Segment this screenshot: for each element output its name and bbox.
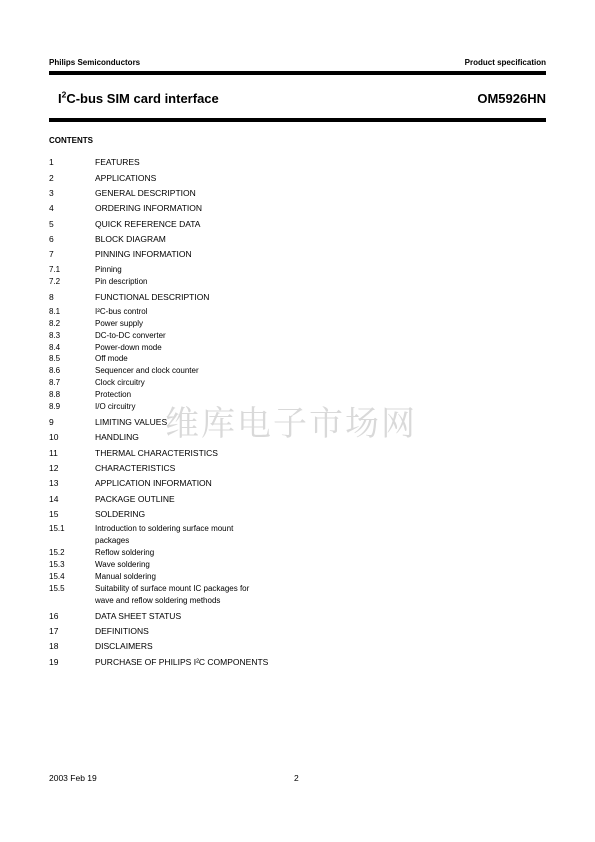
toc-item-number: 15.3 [49,560,65,569]
toc-item-title: FUNCTIONAL DESCRIPTION [95,292,210,302]
toc-item-title: I/O circuitry [95,402,136,411]
toc-item-title: Sequencer and clock counter [95,366,199,375]
toc-item-number: 17 [49,626,59,636]
toc-item-title: BLOCK DIAGRAM [95,234,166,244]
toc-item-title-continued: packages [95,536,130,545]
toc-item-title: DISCLAIMERS [95,641,153,651]
toc-item-number: 12 [49,463,59,473]
toc-item-number: 8.7 [49,378,61,387]
toc-item-number: 8.3 [49,331,61,340]
toc-item-title: Power supply [95,319,144,328]
toc-item-title: DC-to-DC converter [95,331,166,340]
toc-item-title: I²C-bus control [95,307,148,316]
toc-item-title: Introduction to soldering surface mount [95,524,234,533]
toc-item-title: THERMAL CHARACTERISTICS [95,448,218,458]
toc-item-title: SOLDERING [95,509,146,519]
toc-item-title: Manual soldering [95,572,156,581]
toc-item-title: PURCHASE OF PHILIPS I²C COMPONENTS [95,657,269,667]
footer-date: 2003 Feb 19 [49,773,97,783]
toc-item-number: 15.1 [49,524,65,533]
toc-item-number: 14 [49,494,59,504]
toc-item-number: 5 [49,219,54,229]
toc-item-title: Wave soldering [95,560,150,569]
toc-item-number: 8.2 [49,319,61,328]
header-rule-top [49,71,546,75]
toc-item-title: Suitability of surface mount IC packages for [95,584,250,593]
title-prefix: I [58,91,62,106]
toc-item-number: 7.1 [49,265,61,274]
toc-item-title: FEATURES [95,157,140,167]
toc-item-title-continued: wave and reflow soldering methods [95,596,221,605]
toc-item-title: Off mode [95,354,128,363]
part-number: OM5926HN [477,91,546,106]
toc-item-number: 13 [49,478,59,488]
toc-item-title: Pin description [95,277,148,286]
toc-item-number: 10 [49,432,59,442]
toc-item-number: 2 [49,173,54,183]
toc-item-number: 19 [49,657,59,667]
toc-item-title: APPLICATIONS [95,173,157,183]
toc-item-number: 7.2 [49,277,61,286]
toc-item-title: Pinning [95,265,122,274]
toc-item-number: 4 [49,203,54,213]
title-superscript: 2 [61,89,67,100]
company-name: Philips Semiconductors [49,58,141,67]
document-title [58,91,219,106]
toc-item-title: Power-down mode [95,343,162,352]
toc-item-number: 16 [49,611,59,621]
toc-item-number: 8.1 [49,307,61,316]
toc-item-number: 8 [49,292,54,302]
toc-item-number: 3 [49,188,54,198]
toc-item-number: 11 [49,448,58,458]
contents-heading: CONTENTS [49,136,93,145]
toc-item-title: PINNING INFORMATION [95,249,192,259]
toc-item-number: 1 [49,157,54,167]
header-rule-bottom [49,118,546,122]
toc-item-number: 15.5 [49,584,65,593]
toc-item-title: DEFINITIONS [95,626,149,636]
toc-item-number: 15.4 [49,572,65,581]
toc-item-number: 7 [49,249,54,259]
toc-item-title: Reflow soldering [95,548,155,557]
toc-item-title: GENERAL DESCRIPTION [95,188,196,198]
document-type: Product specification [464,58,546,67]
toc-item-title: APPLICATION INFORMATION [95,478,212,488]
toc-item-title: HANDLING [95,432,139,442]
toc-item-title: CHARACTERISTICS [95,463,176,473]
toc-item-number: 8.6 [49,366,61,375]
toc-item-title: DATA SHEET STATUS [95,611,182,621]
toc-item-number: 8.4 [49,343,61,352]
title-main: C-bus SIM card interface [66,91,219,106]
toc-item-title: PACKAGE OUTLINE [95,494,175,504]
toc-item-number: 8.8 [49,390,61,399]
toc-item-number: 8.9 [49,402,61,411]
toc-item-number: 18 [49,641,59,651]
toc-item-number: 6 [49,234,54,244]
toc-item-title: Protection [95,390,132,399]
toc-item-title: Clock circuitry [95,378,145,387]
toc-item-title: ORDERING INFORMATION [95,203,203,213]
watermark: 维库电子市场网 [165,404,417,444]
toc-item-title: QUICK REFERENCE DATA [95,219,201,229]
toc-item-number: 8.5 [49,354,61,363]
toc-item-number: 9 [49,417,54,427]
toc-item-title: LIMITING VALUES [95,417,168,427]
page-number: 2 [294,773,299,783]
toc-item-number: 15.2 [49,548,65,557]
toc-item-number: 15 [49,509,59,519]
